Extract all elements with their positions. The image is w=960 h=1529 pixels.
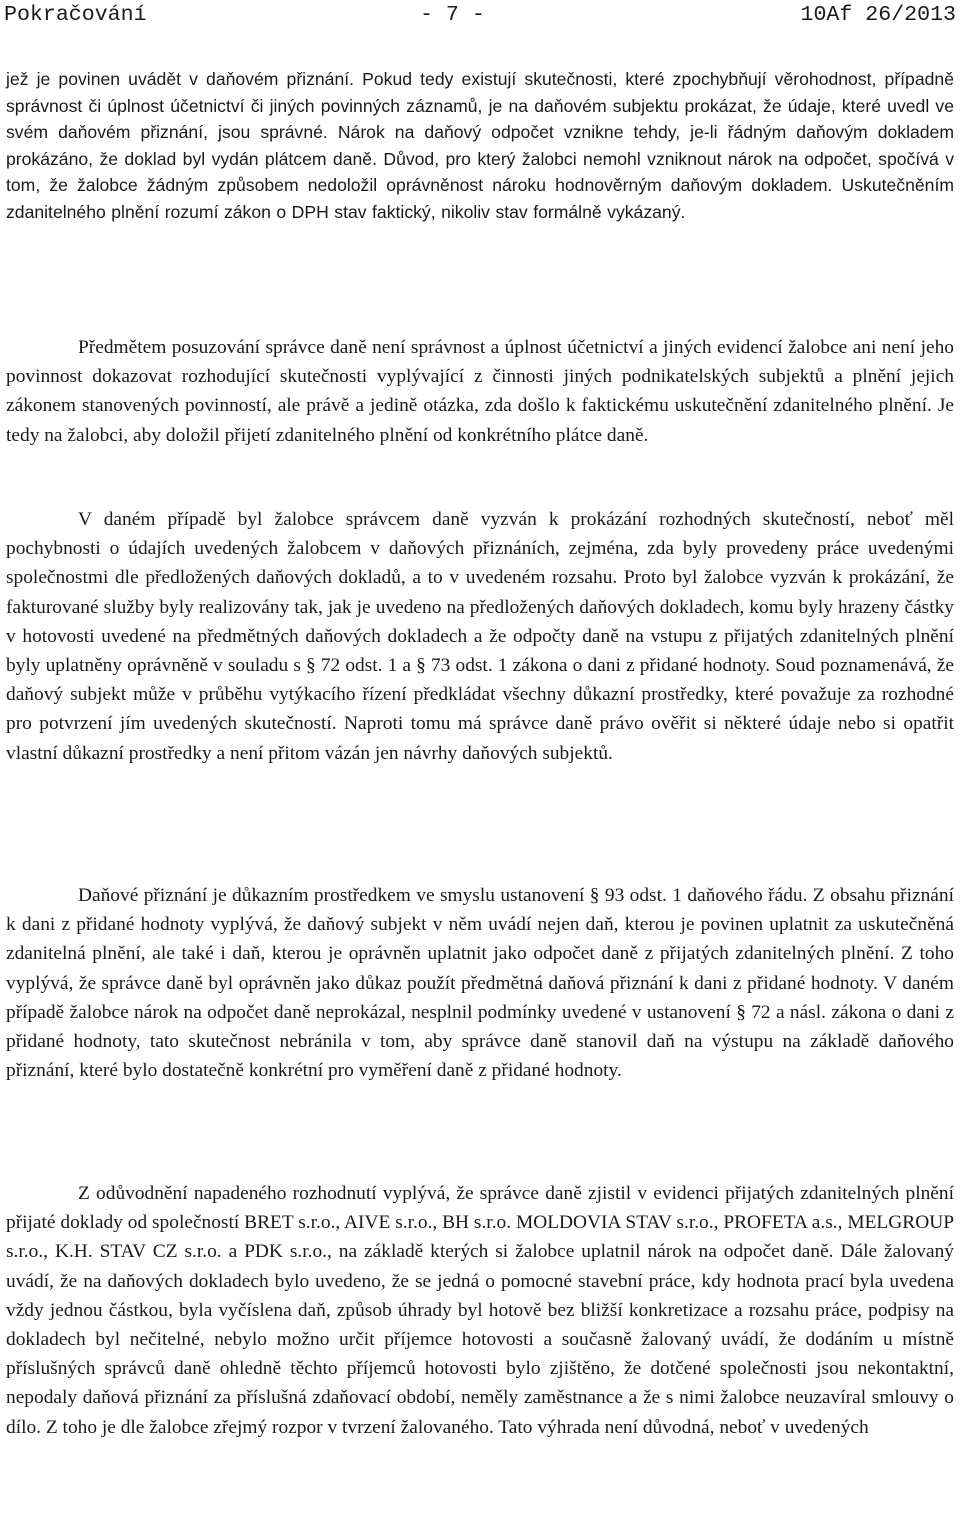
page-number: - 7 - — [420, 3, 485, 27]
case-number: 10Af 26/2013 — [800, 3, 956, 27]
continuation-label: Pokračování — [4, 3, 147, 27]
paragraph-case-specifics: V daném případě byl žalobce správcem daně vyzván k prokázání rozhodných skutečností, neboť měl pochybnosti o údajích uvedených žalobcem v daňových přiznáních, zejména, zda byly provedeny práce uvedenými společnostmi dle předložených daňových dokladů, a to v uvedeném rozsahu. Proto byl žalobce vyzván k prokázání, že fakturované služby byly realizovány tak, jak je uvedeno na předložených daňových dokladech, komu byly hrazeny částky v hotovosti uvedené na předmětných daňových dokladech a že odpočty daně na vstupu z přijatých zdanitelných plnění byly uplatněny oprávněně v souladu s § 72 odst. 1 a § 73 odst. 1 zákona o dani z přidané hodnoty. Soud poznamenává, že daňový subjekt může v průběhu vytýkacího řízení předkládat všechny důkazní prostředky, které považuje za rozhodné pro potvrzení jím uvedených skutečností. Naproti tomu má správce daně právo ověřit si některé údaje nebo si opatřit vlastní důkazní prostředky a není přitom vázán jen návrhy daňových subjektů. — [6, 509, 954, 764]
paragraph-subject-of-assessment: Předmětem posuzování správce daně není správnost a úplnost účetnictví a jiných evidencí žalobce ani není jeho povinnost dokazovat rozhodující skutečnosti vyplývající z činnosti jiných podnikatelských subjektů a plnění jejich zákonem stanovených povinností, ale právě a jedině otázka, zda došlo k faktickému uskutečnění zdanitelného plnění. Je tedy na žalobci, aby doložil přijetí zdanitelného plnění od konkrétního plátce daně. — [6, 337, 954, 446]
page-header — [4, 1, 956, 31]
paragraph-decision-reasoning: Z odůvodnění napadeného rozhodnutí vyplývá, že správce daně zjistil v evidenci přijatých zdanitelných plnění přijaté doklady od společností BRET s.r.o., AIVE s.r.o., BH s.r.o. MOLDOVIA STAV s.r.o., PROFETA a.s., MELGROUP s.r.o., K.H. STAV CZ s.r.o. a PDK s.r.o., na základě kterých si žalobce uplatnil nárok na odpočet daně. Dále žalovaný uvádí, že na daňových dokladech bylo uvedeno, že se jedná o pomocné stavební práce, kdy hodnota prací byla uvedena vždy jednou částkou, byla vyčíslena daň, způsob úhrady byl hotově bez bližší konkretizace a rozsahu práce, podpisy na dokladech byl nečitelné, nebylo možno určit příjemce hotovosti a současně žalovaný uvádí, že dodáním u místně příslušných správců daně ohledně těchto příjemců hotovosti bylo zjištěno, že dotčené společnosti jsou nekontaktní, nepodaly daňová přiznání za příslušná zdaňovací období, neměly zaměstnance a že s nimi žalobce neuzavíral smlouvy o dílo. Z toho je dle žalobce zřejmý rozpor v tvrzení žalovaného. Tato výhrada není důvodná, neboť v uvedených — [6, 1183, 954, 1438]
paragraph-tax-return-evidence: Daňové přiznání je důkazním prostředkem ve smyslu ustanovení § 93 odst. 1 daňového řádu. Z obsahu přiznání k dani z přidané hodnoty vyplývá, že daňový subjekt v něm uvádí nejen daň, kterou je povinen uplatnit za uskutečněná zdanitelná plnění, ale také i daň, kterou je oprávněn uplatnit jako odpočet daně z přijatých zdanitelných plnění. Z toho vyplývá, že správce daně byl oprávněn jako důkaz použít předmětná daňová přiznání k dani z přidané hodnoty. V daném případě žalobce nárok na odpočet daně neprokázal, nesplnil podmínky uvedené v ustanovení § 72 a násl. zákona o dani z přidané hodnoty, tato skutečnost nebránila v tom, aby správce daně stanovil daň na výstupu na základě daňového přiznání, které bylo dostatečně konkrétní pro vyměření daně z přidané hodnoty. — [6, 885, 954, 1082]
paragraph-continuation: jež je povinen uvádět v daňovém přiznání. Pokud tedy existují skutečnosti, které zpochybňují věrohodnost, případně správnost či úplnost účetnictví či jiných povinných záznamů, je na daňovém subjektu prokázat, že údaje, které uvedl ve svém daňovém přiznání, jsou správné. Nárok na daňový odpočet vznikne tehdy, je-li řádným daňovým dokladem prokázáno, že doklad byl vydán plátcem daně. Důvod, pro který žalobci nemohl vzniknout nárok na odpočet, spočívá v tom, že žalobce žádným způsobem nedoložil oprávněnost nároku hodnověrným daňovým dokladem. Uskutečněním zdanitelného plnění rozumí zákon o DPH stav faktický, nikoliv stav formálně vykázaný. — [6, 69, 954, 222]
